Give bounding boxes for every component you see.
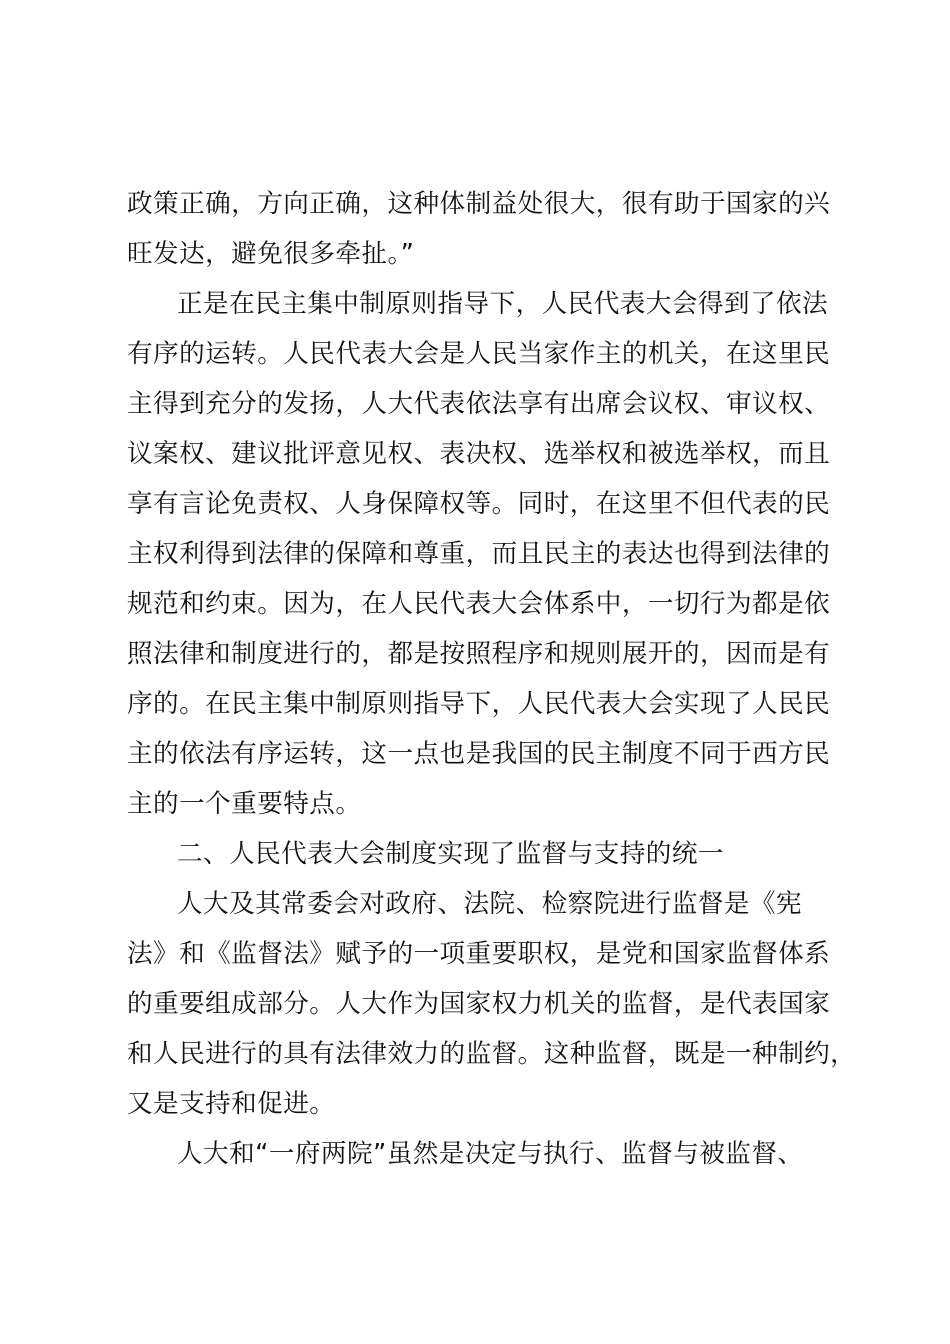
section-heading: 二、人民代表大会制度实现了监督与支持的统一 xyxy=(177,839,724,869)
text-line: 主得到充分的发扬，人大代表依法享有出席会议权、审议权、 xyxy=(127,389,831,419)
paragraph-first-line: 人大和“一府两院”虽然是决定与执行、监督与被监督、 xyxy=(177,1139,804,1169)
text-line: 有序的运转。人民代表大会是人民当家作主的机关，在这里民 xyxy=(127,339,831,369)
text-line: 规范和约束。因为，在人民代表大会体系中，一切行为都是依 xyxy=(127,589,831,619)
text-line: 旺发达，避免很多牵扯。” xyxy=(127,239,415,269)
paragraph-first-line: 正是在民主集中制原则指导下，人民代表大会得到了依法 xyxy=(177,289,829,319)
text-line: 主的一个重要特点。 xyxy=(127,789,362,819)
text-line: 议案权、建议批评意见权、表决权、选举权和被选举权，而且 xyxy=(127,439,831,469)
text-line: 照法律和制度进行的，都是按照程序和规则展开的，因而是有 xyxy=(127,639,831,669)
text-line: 又是支持和促进。 xyxy=(127,1089,336,1119)
text-line: 的重要组成部分。人大作为国家权力机关的监督，是代表国家 xyxy=(127,989,831,1019)
text-line: 主的依法有序运转，这一点也是我国的民主制度不同于西方民 xyxy=(127,739,831,769)
text-line: 和人民进行的具有法律效力的监督。这种监督，既是一种制约， xyxy=(127,1039,857,1069)
text-line: 主权利得到法律的保障和尊重，而且民主的表达也得到法律的 xyxy=(127,539,831,569)
paragraph-first-line: 人大及其常委会对政府、法院、检察院进行监督是《宪 xyxy=(177,889,803,919)
text-line: 序的。在民主集中制原则指导下，人民代表大会实现了人民民 xyxy=(127,689,831,719)
text-line: 政策正确，方向正确，这种体制益处很大，很有助于国家的兴 xyxy=(127,189,831,219)
text-line: 法》和《监督法》赋予的一项重要职权，是党和国家监督体系 xyxy=(127,939,831,969)
text-line: 享有言论免责权、人身保障权等。同时，在这里不但代表的民 xyxy=(127,489,831,519)
